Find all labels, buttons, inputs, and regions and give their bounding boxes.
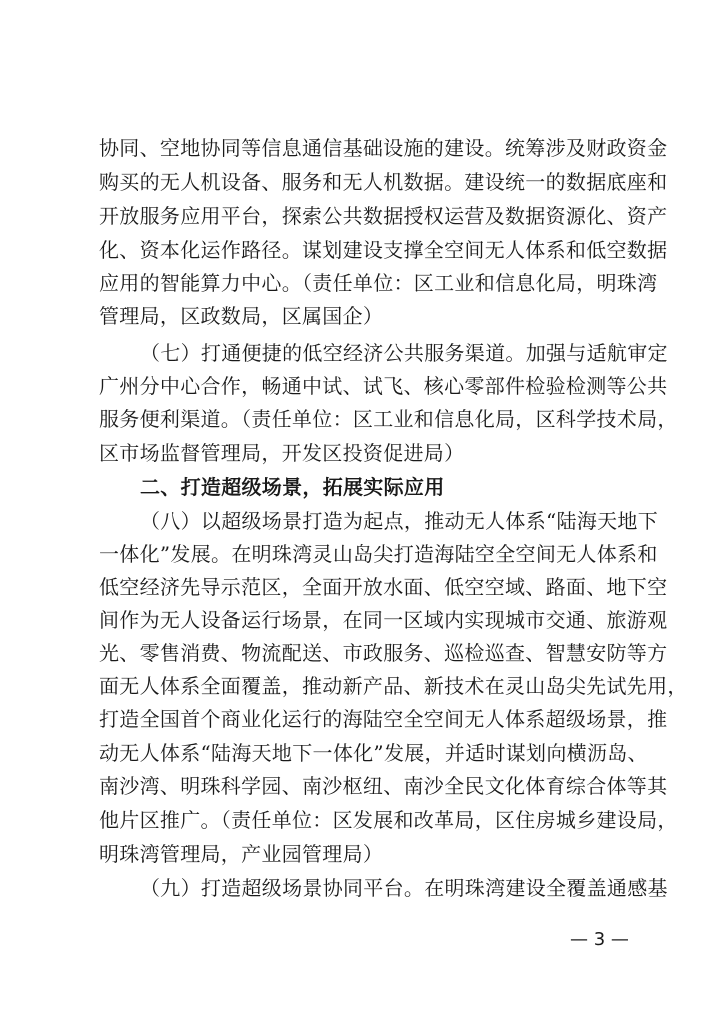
section-heading: 二、打造超级场景，拓展实际应用 <box>140 475 445 499</box>
text-line: 打造全国首个商业化运行的海陆空全空间无人体系超级场景，推 <box>99 707 668 731</box>
text-line: 协同、空地协同等信息通信基础设施的建设。统筹涉及财政资金 <box>99 136 668 160</box>
text-line: 间作为无人设备运行场景，在同一区域内实现城市交通、旅游观 <box>99 608 668 632</box>
text-line: 南沙湾、明珠科学园、南沙枢纽、南沙全民文化体育综合体等其 <box>99 774 668 798</box>
text-line: 一体化”发展。在明珠湾灵山岛尖打造海陆空全空间无人体系和 <box>99 542 658 566</box>
text-line: 开放服务应用平台，探索公共数据授权运营及数据资源化、资产 <box>99 204 668 228</box>
text-line: 化、资本化运作路径。谋划建设支撑全空间无人体系和低空数据 <box>99 238 668 262</box>
page-number: — 3 — <box>570 929 629 950</box>
text-line: 低空经济先导示范区，全面开放水面、低空空域、路面、地下空 <box>99 575 668 599</box>
text-line: （八）以超级场景打造为起点，推动无人体系“陆海天地下 <box>140 509 659 533</box>
text-line: 动无人体系“陆海天地下一体化”发展，并适时谋划向横沥岛、 <box>99 741 648 765</box>
text-line: （九）打造超级场景协同平台。在明珠湾建设全覆盖通感基 <box>140 876 668 900</box>
text-line: 他片区推广。（责任单位：区发展和改革局，区住房城乡建设局， <box>99 808 678 832</box>
text-line: 服务便利渠道。（责任单位：区工业和信息化局，区科学技术局， <box>99 407 678 431</box>
text-line: 明珠湾管理局，产业园管理局） <box>99 842 384 866</box>
text-line: 广州分中心合作，畅通中试、试飞、核心零部件检验检测等公共 <box>99 374 668 398</box>
text-line: 面无人体系全面覆盖，推动新产品、新技术在灵山岛尖先试先用， <box>99 674 688 698</box>
text-line: 区市场监督管理局，开发区投资促进局） <box>99 441 465 465</box>
text-line: 购买的无人机设备、服务和无人机数据。建设统一的数据底座和 <box>99 170 668 194</box>
text-line: 应用的智能算力中心。（责任单位：区工业和信息化局，明珠湾 <box>99 271 658 295</box>
text-line: （七）打通便捷的低空经济公共服务渠道。加强与适航审定 <box>140 341 668 365</box>
text-line: 光、零售消费、物流配送、市政服务、巡检巡查、智慧安防等方 <box>99 641 668 665</box>
text-line: 管理局，区政数局，区属国企） <box>99 304 384 328</box>
